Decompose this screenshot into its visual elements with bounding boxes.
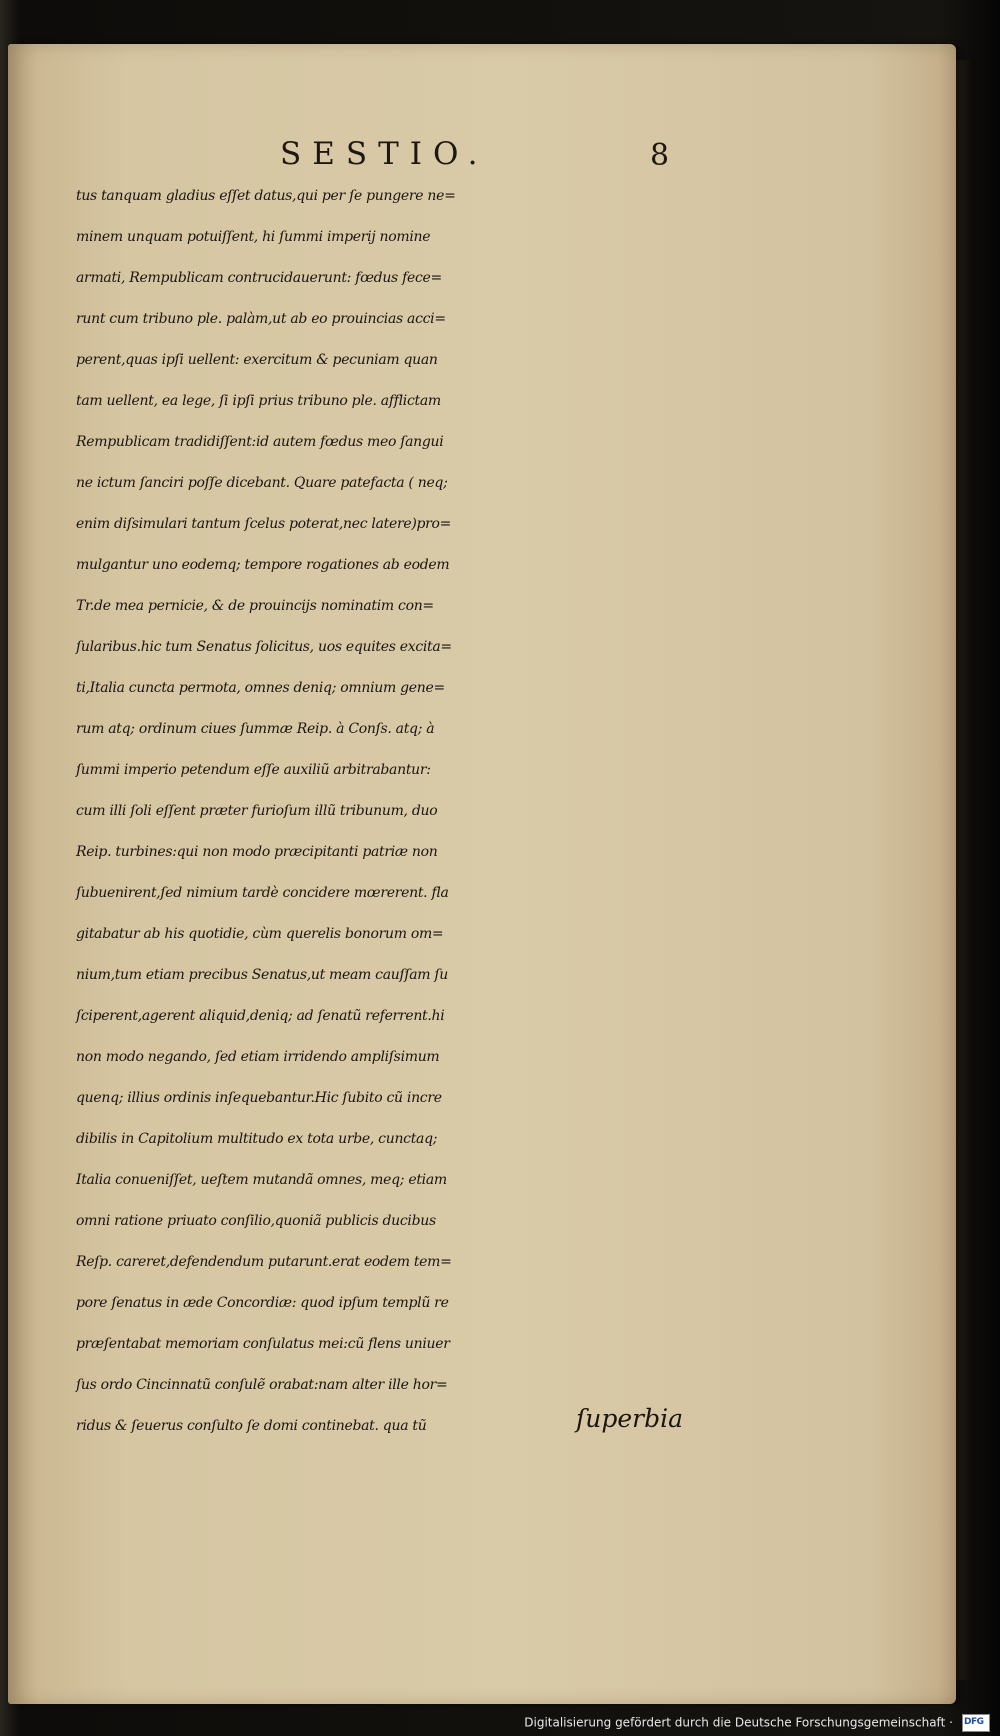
text-line: omni ratione priuato conſilio,quoniã publicis ducibus — [76, 1213, 436, 1229]
text-line: gitabatur ab his quotidie, cùm querelis bonorum om= — [76, 926, 444, 942]
text-line: mulgantur uno eodemq; tempore rogationes ab eodem — [76, 557, 450, 573]
text-line: nium,tum etiam precibus Senatus,ut meam cauſſam ſu — [76, 967, 449, 983]
text-line: Italia conueniſſet, ueſtem mutandã omnes, meq; etiam — [76, 1172, 447, 1188]
digitization-footer — [0, 1712, 990, 1732]
text-block — [76, 176, 736, 1447]
text-line: rum atq; ordinum ciues ſummæ Reip. à Conſs. atq; à — [76, 721, 435, 737]
dfg-logo-text: DFG — [964, 1716, 984, 1727]
text-line: armati, Rempublicam contrucidauerunt: fœdus fece= — [76, 270, 442, 286]
text-line: perent,quas ipſi uellent: exercitum & pecuniam quan — [76, 352, 438, 368]
text-line: Tr.de mea pernicie, & de prouincijs nominatim con= — [76, 598, 434, 614]
text-line: ſubuenirent,ſed nimium tardè concidere mœrerent. fla — [76, 885, 449, 901]
text-line: pore ſenatus in æde Concordiæ: quod ipſum templũ re — [76, 1295, 449, 1311]
text-line: præſentabat memoriam conſulatus mei:cũ flens uniuer — [76, 1336, 450, 1352]
text-line: dibilis in Capitolium multitudo ex tota urbe, cunctaq; — [76, 1131, 438, 1147]
text-line: ſciperent,agerent aliquid,deniq; ad ſenatũ referrent.hi — [76, 1008, 445, 1024]
text-line: ne ictum ſanciri poſſe dicebant. Quare patefacta ( neq; — [76, 475, 448, 491]
funding-credit: Digitalisierung gefördert durch die Deutsche Forschungsgemeinschaft · — [524, 1715, 953, 1730]
text-line: ſus ordo Cincinnatũ conſulẽ orabat:nam alter ille hor= — [76, 1377, 448, 1393]
text-line: Reſp. careret,defendendum putarunt.erat eodem tem= — [76, 1254, 452, 1270]
text-line: ti,Italia cuncta permota, omnes deniq; omnium gene= — [76, 680, 445, 696]
catchword: ſuperbia — [576, 1404, 684, 1433]
text-line: runt cum tribuno ple. palàm,ut ab eo prouincias acci= — [76, 311, 446, 327]
text-line: ridus & ſeuerus conſulto ſe domi continebat. qua tũ — [76, 1418, 427, 1434]
text-line: ſularibus.hic tum Senatus ſolicitus, uos equites excita= — [76, 639, 452, 655]
dfg-logo — [962, 1714, 990, 1732]
folio-number: 8 — [650, 138, 670, 173]
text-line: cum illi ſoli eſſent præter furioſum illũ tribunum, duo — [76, 803, 438, 819]
text-line: Rempublicam tradidiſſent:id autem fœdus meo ſangui — [76, 434, 444, 450]
text-line: ſummi imperio petendum eſſe auxiliũ arbitrabantur: — [76, 762, 431, 778]
running-head: SESTIO. — [280, 136, 489, 172]
text-line: tus tanquam gladius eſſet datus,qui per ſe pungere ne= — [76, 188, 456, 204]
text-line: tam uellent, ea lege, ſi ipſi prius tribuno ple. afflictam — [76, 393, 441, 409]
text-line: Reip. turbines:qui non modo præcipitanti patriæ non — [76, 844, 438, 860]
text-line: non modo negando, ſed etiam irridendo ampliſsimum — [76, 1049, 440, 1065]
text-line: quenq; illius ordinis inſequebantur.Hic ſubito cũ incre — [76, 1090, 442, 1106]
text-line: minem unquam potuiſſent, hi ſummi imperij nomine — [76, 229, 431, 245]
text-line: enim diſsimulari tantum ſcelus poterat,nec latere)pro= — [76, 516, 452, 532]
